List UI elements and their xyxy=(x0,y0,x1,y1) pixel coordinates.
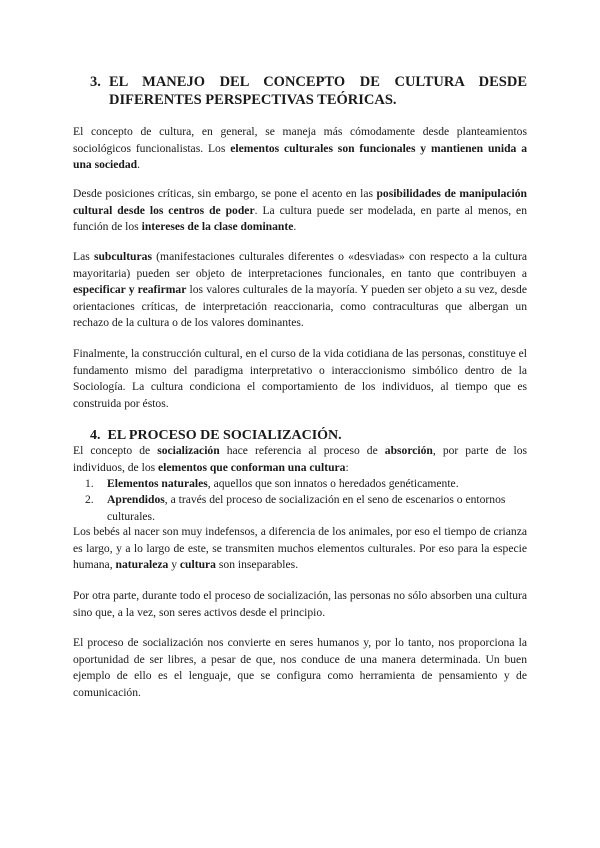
section-3-title-line1: EL MANEJO DEL CONCEPTO DE CULTURA DESDE xyxy=(109,74,527,90)
text: Los bebés al nacer son muy indefensos, a diferencia de los animales, por eso el tiempo de crianza es largo, y a lo largo de este, se transmiten muchos elementos culturales. Por eso para la especie humana, xyxy=(73,525,527,572)
bold-text: elementos que conforman una cultura xyxy=(158,460,346,474)
section-4-text: EL PROCESO DE SOCIALIZACIÓN. xyxy=(107,428,342,443)
text: Las xyxy=(73,250,94,263)
text: , a través del proceso de socialización en el seno de escenarios o entornos culturales. xyxy=(107,493,506,523)
paragraph-8 xyxy=(73,635,527,701)
bold-text: subculturas xyxy=(93,250,152,263)
text: El concepto de cultura, en general, se maneja más cómodamente desde planteamientos sociológicos funcionalistas. Los xyxy=(73,125,527,155)
bold-text: naturaleza xyxy=(115,558,169,572)
bold-text: intereses de la clase dominante xyxy=(141,220,294,234)
text: los valores culturales de la mayoría. Y pueden ser objeto a su vez, desde orientaciones críticas, de interpretación reaccionaria, como contraculturas que albergan un rechazo de la cultura o de los valores dominantes. xyxy=(73,283,527,330)
paragraph-4 xyxy=(73,346,527,412)
text: son inseparables. xyxy=(215,558,299,572)
text: Finalmente, la construcción cultural, en el curso de la vida cotidiana de las personas, constituye el fundamento mismo del paradigma interpretativo o interaccionismo simbólico dentro de la Sociología. La cultura condiciona el comportamiento de los individuos, al tiempo que es construida por éstos. xyxy=(73,347,527,410)
section-4-number: 4. xyxy=(90,428,101,443)
bold-text: Elementos naturales xyxy=(107,477,208,490)
text: . xyxy=(137,158,141,172)
text: (manifestaciones culturales diferentes o «desviadas» con respecto a la cultura mayoritaria) pueden ser objeto de interpretaciones funcionales, en tanto que contribuyen a xyxy=(73,250,527,280)
bold-text: Aprendidos xyxy=(107,493,165,506)
text: : xyxy=(345,460,349,474)
list-item xyxy=(85,476,527,493)
bold-text: cultura xyxy=(179,558,216,572)
paragraph-2 xyxy=(73,186,527,236)
list-number: 2. xyxy=(85,493,94,506)
section-3-number: 3. xyxy=(90,74,101,90)
section-3-title-line2: DIFERENTES PERSPECTIVAS TEÓRICAS. xyxy=(109,92,397,108)
list-number: 1. xyxy=(85,477,94,490)
bold-text: especificar y reafirmar xyxy=(73,283,187,297)
text: . La cultura puede ser modelada, en parte al menos, en función de los xyxy=(73,203,527,234)
text: hace referencia al proceso de xyxy=(219,444,385,457)
paragraph-5 xyxy=(73,443,527,476)
text: . xyxy=(293,220,297,234)
text: y xyxy=(168,558,180,572)
text: El proceso de socialización nos convierte en seres humanos y, por lo tanto, nos proporciona la oportunidad de ser libres, a pesar de que, nos conduce de una manera determinada. Un buen ejemplo de ello es el lenguaje, que se configura como herramienta de pensamiento y de comunicación. xyxy=(73,636,527,699)
paragraph-6 xyxy=(73,524,527,574)
text: , por parte de los individuos, de los xyxy=(73,444,527,474)
paragraph-1 xyxy=(73,124,527,174)
text: Desde posiciones críticas, sin embargo, se pone el acento en las xyxy=(73,187,377,200)
text: Por otra parte, durante todo el proceso de socialización, las personas no sólo absorben una cultura sino que, a la vez, son seres activos desde el principio. xyxy=(73,589,527,619)
text: , aquellos que son innatos o heredados genéticamente. xyxy=(207,477,459,490)
list-item xyxy=(85,492,527,523)
bold-text: socialización xyxy=(157,444,220,457)
bold-text: elementos culturales son funcionales y mantienen unida a una sociedad xyxy=(73,141,527,172)
paragraph-7 xyxy=(73,588,527,621)
paragraph-3 xyxy=(73,249,527,332)
bold-text: posibilidades de manipulación cultural desde los centros de poder xyxy=(73,187,527,217)
bold-text: absorción xyxy=(384,444,433,457)
text: El concepto de xyxy=(73,444,158,457)
